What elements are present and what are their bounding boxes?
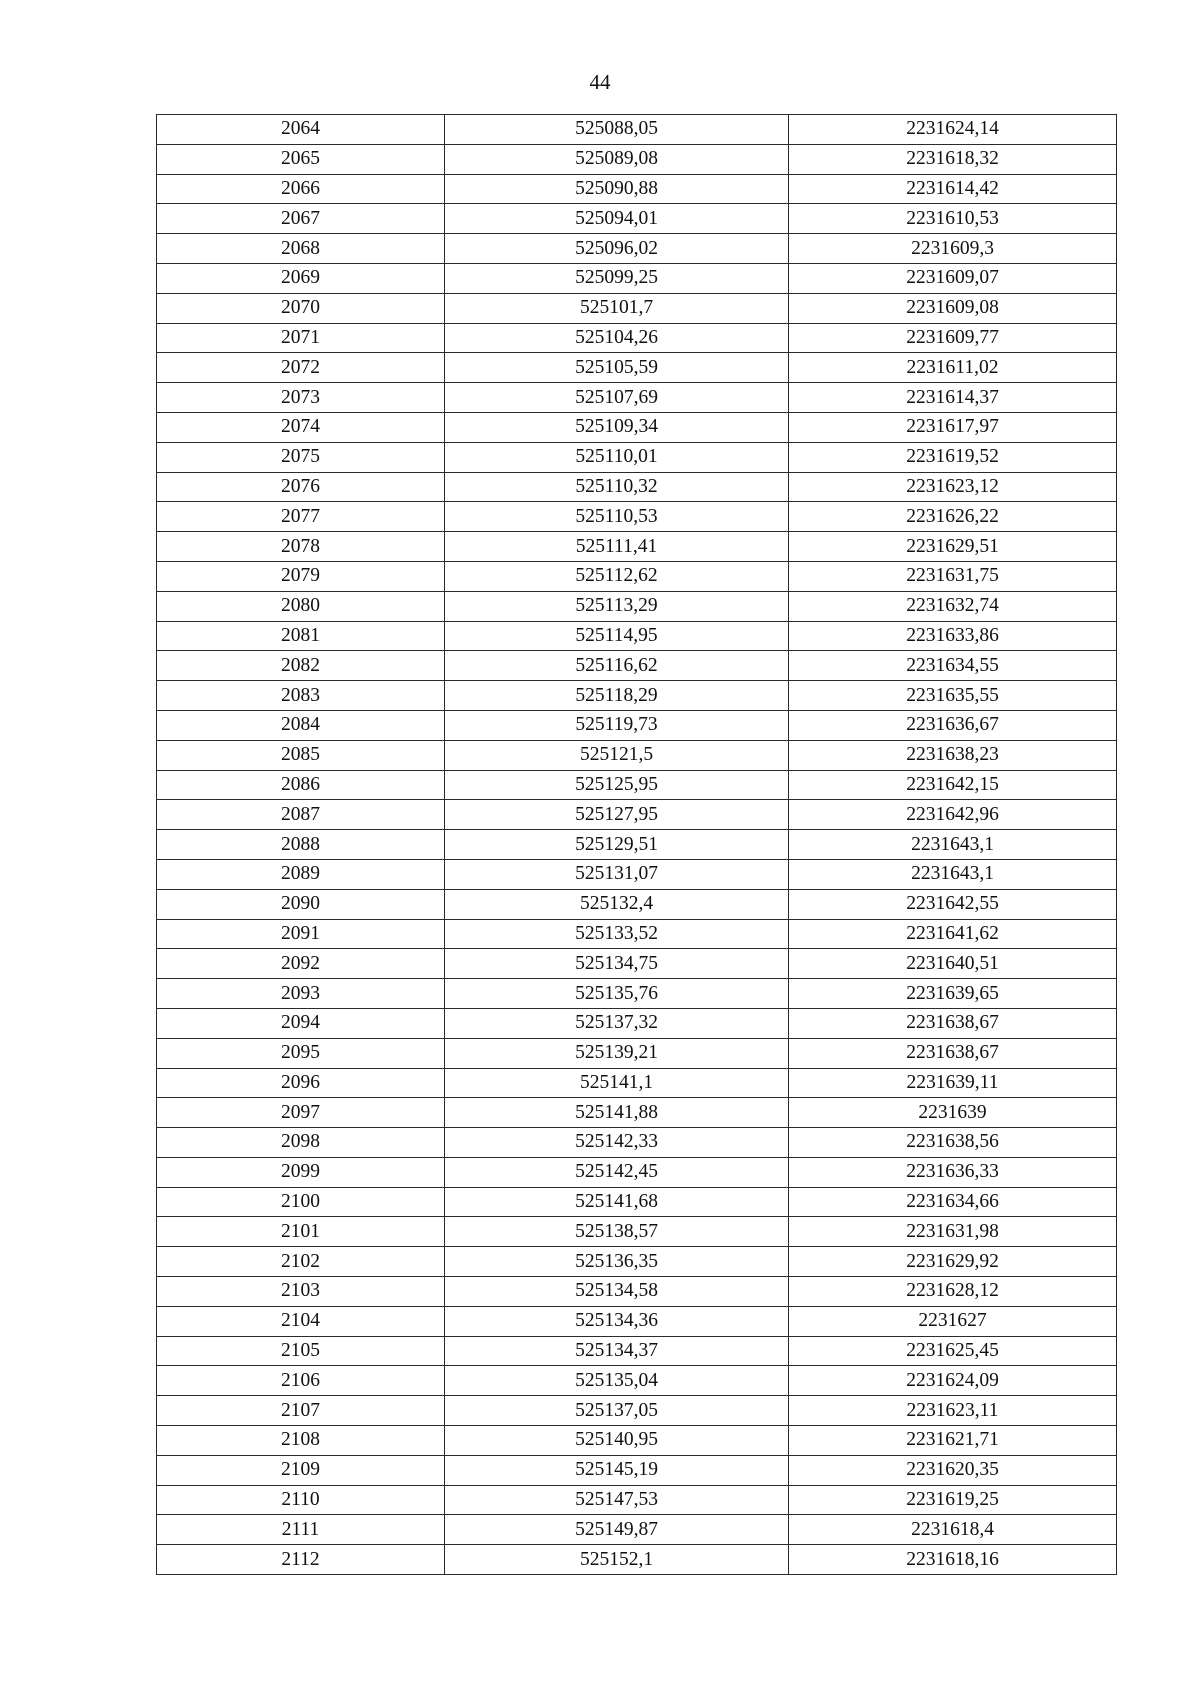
point-number-cell: 2070: [157, 293, 445, 323]
point-number-cell: 2073: [157, 383, 445, 413]
x-coordinate-cell: 525142,45: [445, 1157, 789, 1187]
table-row: [157, 1277, 1117, 1307]
table-row: [157, 1128, 1117, 1158]
point-number-cell: 2066: [157, 174, 445, 204]
y-coordinate-cell: 2231641,62: [789, 919, 1117, 949]
table-row: [157, 1336, 1117, 1366]
x-coordinate-cell: 525134,36: [445, 1306, 789, 1336]
point-number-cell: 2107: [157, 1396, 445, 1426]
y-coordinate-cell: 2231640,51: [789, 949, 1117, 979]
x-coordinate-cell: 525135,76: [445, 979, 789, 1009]
y-coordinate-cell: 2231609,08: [789, 293, 1117, 323]
x-coordinate-cell: 525137,32: [445, 1008, 789, 1038]
x-coordinate-cell: 525134,75: [445, 949, 789, 979]
x-coordinate-cell: 525127,95: [445, 800, 789, 830]
point-number-cell: 2081: [157, 621, 445, 651]
point-number-cell: 2075: [157, 442, 445, 472]
y-coordinate-cell: 2231638,23: [789, 740, 1117, 770]
y-coordinate-cell: 2231639: [789, 1098, 1117, 1128]
point-number-cell: 2083: [157, 681, 445, 711]
table-row: [157, 532, 1117, 562]
table-row: [157, 1247, 1117, 1277]
x-coordinate-cell: 525141,68: [445, 1187, 789, 1217]
x-coordinate-cell: 525134,58: [445, 1277, 789, 1307]
x-coordinate-cell: 525114,95: [445, 621, 789, 651]
table-row: [157, 830, 1117, 860]
table-row: [157, 1068, 1117, 1098]
point-number-cell: 2086: [157, 770, 445, 800]
y-coordinate-cell: 2231642,55: [789, 889, 1117, 919]
x-coordinate-cell: 525147,53: [445, 1485, 789, 1515]
y-coordinate-cell: 2231624,09: [789, 1366, 1117, 1396]
x-coordinate-cell: 525099,25: [445, 263, 789, 293]
x-coordinate-cell: 525134,37: [445, 1336, 789, 1366]
point-number-cell: 2078: [157, 532, 445, 562]
table-row: [157, 1455, 1117, 1485]
x-coordinate-cell: 525125,95: [445, 770, 789, 800]
table-row: [157, 979, 1117, 1009]
table-row: [157, 144, 1117, 174]
point-number-cell: 2112: [157, 1545, 445, 1575]
x-coordinate-cell: 525109,34: [445, 412, 789, 442]
point-number-cell: 2087: [157, 800, 445, 830]
table-row: [157, 1187, 1117, 1217]
table-row: [157, 412, 1117, 442]
x-coordinate-cell: 525090,88: [445, 174, 789, 204]
y-coordinate-cell: 2231643,1: [789, 859, 1117, 889]
x-coordinate-cell: 525139,21: [445, 1038, 789, 1068]
point-number-cell: 2071: [157, 323, 445, 353]
table-row: [157, 1217, 1117, 1247]
y-coordinate-cell: 2231631,75: [789, 561, 1117, 591]
coordinates-table: [156, 114, 1117, 1575]
y-coordinate-cell: 2231620,35: [789, 1455, 1117, 1485]
table-row: [157, 889, 1117, 919]
point-number-cell: 2090: [157, 889, 445, 919]
table-row: [157, 710, 1117, 740]
y-coordinate-cell: 2231629,51: [789, 532, 1117, 562]
table-row: [157, 174, 1117, 204]
table-row: [157, 502, 1117, 532]
y-coordinate-cell: 2231635,55: [789, 681, 1117, 711]
x-coordinate-cell: 525118,29: [445, 681, 789, 711]
x-coordinate-cell: 525135,04: [445, 1366, 789, 1396]
x-coordinate-cell: 525112,62: [445, 561, 789, 591]
point-number-cell: 2072: [157, 353, 445, 383]
table-row: [157, 919, 1117, 949]
point-number-cell: 2080: [157, 591, 445, 621]
table-row: [157, 1366, 1117, 1396]
y-coordinate-cell: 2231626,22: [789, 502, 1117, 532]
table-row: [157, 1008, 1117, 1038]
x-coordinate-cell: 525104,26: [445, 323, 789, 353]
y-coordinate-cell: 2231638,56: [789, 1128, 1117, 1158]
table-row: [157, 859, 1117, 889]
x-coordinate-cell: 525096,02: [445, 234, 789, 264]
y-coordinate-cell: 2231642,96: [789, 800, 1117, 830]
point-number-cell: 2089: [157, 859, 445, 889]
y-coordinate-cell: 2231634,55: [789, 651, 1117, 681]
x-coordinate-cell: 525141,88: [445, 1098, 789, 1128]
x-coordinate-cell: 525101,7: [445, 293, 789, 323]
y-coordinate-cell: 2231618,32: [789, 144, 1117, 174]
y-coordinate-cell: 2231614,37: [789, 383, 1117, 413]
table-row: [157, 204, 1117, 234]
x-coordinate-cell: 525145,19: [445, 1455, 789, 1485]
point-number-cell: 2104: [157, 1306, 445, 1336]
x-coordinate-cell: 525141,1: [445, 1068, 789, 1098]
table-row: [157, 651, 1117, 681]
table-row: [157, 770, 1117, 800]
x-coordinate-cell: 525129,51: [445, 830, 789, 860]
table-row: [157, 1038, 1117, 1068]
x-coordinate-cell: 525137,05: [445, 1396, 789, 1426]
point-number-cell: 2109: [157, 1455, 445, 1485]
point-number-cell: 2103: [157, 1277, 445, 1307]
y-coordinate-cell: 2231623,11: [789, 1396, 1117, 1426]
y-coordinate-cell: 2231609,07: [789, 263, 1117, 293]
table-row: [157, 383, 1117, 413]
x-coordinate-cell: 525140,95: [445, 1426, 789, 1456]
point-number-cell: 2076: [157, 472, 445, 502]
point-number-cell: 2069: [157, 263, 445, 293]
x-coordinate-cell: 525149,87: [445, 1515, 789, 1545]
point-number-cell: 2082: [157, 651, 445, 681]
x-coordinate-cell: 525142,33: [445, 1128, 789, 1158]
table-row: [157, 1396, 1117, 1426]
point-number-cell: 2067: [157, 204, 445, 234]
table-row: [157, 115, 1117, 145]
y-coordinate-cell: 2231618,16: [789, 1545, 1117, 1575]
table-row: [157, 263, 1117, 293]
point-number-cell: 2093: [157, 979, 445, 1009]
x-coordinate-cell: 525107,69: [445, 383, 789, 413]
table-row: [157, 293, 1117, 323]
y-coordinate-cell: 2231636,67: [789, 710, 1117, 740]
y-coordinate-cell: 2231628,12: [789, 1277, 1117, 1307]
x-coordinate-cell: 525110,53: [445, 502, 789, 532]
point-number-cell: 2088: [157, 830, 445, 860]
y-coordinate-cell: 2231638,67: [789, 1008, 1117, 1038]
y-coordinate-cell: 2231636,33: [789, 1157, 1117, 1187]
x-coordinate-cell: 525110,01: [445, 442, 789, 472]
y-coordinate-cell: 2231619,52: [789, 442, 1117, 472]
y-coordinate-cell: 2231619,25: [789, 1485, 1117, 1515]
x-coordinate-cell: 525119,73: [445, 710, 789, 740]
x-coordinate-cell: 525121,5: [445, 740, 789, 770]
point-number-cell: 2102: [157, 1247, 445, 1277]
y-coordinate-cell: 2231609,77: [789, 323, 1117, 353]
table-row: [157, 1485, 1117, 1515]
table-row: [157, 1306, 1117, 1336]
x-coordinate-cell: 525094,01: [445, 204, 789, 234]
x-coordinate-cell: 525133,52: [445, 919, 789, 949]
page-number: 44: [589, 70, 611, 94]
x-coordinate-cell: 525152,1: [445, 1545, 789, 1575]
y-coordinate-cell: 2231623,12: [789, 472, 1117, 502]
table-row: [157, 353, 1117, 383]
y-coordinate-cell: 2231610,53: [789, 204, 1117, 234]
x-coordinate-cell: 525136,35: [445, 1247, 789, 1277]
x-coordinate-cell: 525088,05: [445, 115, 789, 145]
table-row: [157, 621, 1117, 651]
point-number-cell: 2068: [157, 234, 445, 264]
point-number-cell: 2079: [157, 561, 445, 591]
point-number-cell: 2064: [157, 115, 445, 145]
table-row: [157, 1098, 1117, 1128]
y-coordinate-cell: 2231625,45: [789, 1336, 1117, 1366]
x-coordinate-cell: 525116,62: [445, 651, 789, 681]
x-coordinate-cell: 525111,41: [445, 532, 789, 562]
table-row: [157, 740, 1117, 770]
point-number-cell: 2099: [157, 1157, 445, 1187]
y-coordinate-cell: 2231639,11: [789, 1068, 1117, 1098]
y-coordinate-cell: 2231631,98: [789, 1217, 1117, 1247]
y-coordinate-cell: 2231617,97: [789, 412, 1117, 442]
point-number-cell: 2108: [157, 1426, 445, 1456]
table-row: [157, 591, 1117, 621]
y-coordinate-cell: 2231627: [789, 1306, 1117, 1336]
table-row: [157, 949, 1117, 979]
point-number-cell: 2091: [157, 919, 445, 949]
table-row: [157, 1157, 1117, 1187]
table-row: [157, 234, 1117, 264]
coordinates-table-body: [157, 115, 1117, 1575]
table-row: [157, 1515, 1117, 1545]
table-row: [157, 472, 1117, 502]
x-coordinate-cell: 525110,32: [445, 472, 789, 502]
point-number-cell: 2110: [157, 1485, 445, 1515]
point-number-cell: 2084: [157, 710, 445, 740]
point-number-cell: 2065: [157, 144, 445, 174]
x-coordinate-cell: 525131,07: [445, 859, 789, 889]
y-coordinate-cell: 2231632,74: [789, 591, 1117, 621]
table-row: [157, 323, 1117, 353]
point-number-cell: 2074: [157, 412, 445, 442]
x-coordinate-cell: 525138,57: [445, 1217, 789, 1247]
x-coordinate-cell: 525113,29: [445, 591, 789, 621]
table-row: [157, 1426, 1117, 1456]
y-coordinate-cell: 2231638,67: [789, 1038, 1117, 1068]
table-row: [157, 442, 1117, 472]
y-coordinate-cell: 2231639,65: [789, 979, 1117, 1009]
y-coordinate-cell: 2231629,92: [789, 1247, 1117, 1277]
y-coordinate-cell: 2231642,15: [789, 770, 1117, 800]
point-number-cell: 2105: [157, 1336, 445, 1366]
point-number-cell: 2106: [157, 1366, 445, 1396]
point-number-cell: 2085: [157, 740, 445, 770]
y-coordinate-cell: 2231611,02: [789, 353, 1117, 383]
point-number-cell: 2100: [157, 1187, 445, 1217]
y-coordinate-cell: 2231624,14: [789, 115, 1117, 145]
y-coordinate-cell: 2231621,71: [789, 1426, 1117, 1456]
table-row: [157, 1545, 1117, 1575]
point-number-cell: 2097: [157, 1098, 445, 1128]
table-row: [157, 561, 1117, 591]
x-coordinate-cell: 525132,4: [445, 889, 789, 919]
point-number-cell: 2101: [157, 1217, 445, 1247]
y-coordinate-cell: 2231614,42: [789, 174, 1117, 204]
point-number-cell: 2096: [157, 1068, 445, 1098]
x-coordinate-cell: 525089,08: [445, 144, 789, 174]
y-coordinate-cell: 2231643,1: [789, 830, 1117, 860]
point-number-cell: 2092: [157, 949, 445, 979]
table-row: [157, 681, 1117, 711]
point-number-cell: 2098: [157, 1128, 445, 1158]
table-row: [157, 800, 1117, 830]
y-coordinate-cell: 2231618,4: [789, 1515, 1117, 1545]
y-coordinate-cell: 2231634,66: [789, 1187, 1117, 1217]
y-coordinate-cell: 2231633,86: [789, 621, 1117, 651]
point-number-cell: 2095: [157, 1038, 445, 1068]
point-number-cell: 2111: [157, 1515, 445, 1545]
x-coordinate-cell: 525105,59: [445, 353, 789, 383]
point-number-cell: 2077: [157, 502, 445, 532]
y-coordinate-cell: 2231609,3: [789, 234, 1117, 264]
point-number-cell: 2094: [157, 1008, 445, 1038]
